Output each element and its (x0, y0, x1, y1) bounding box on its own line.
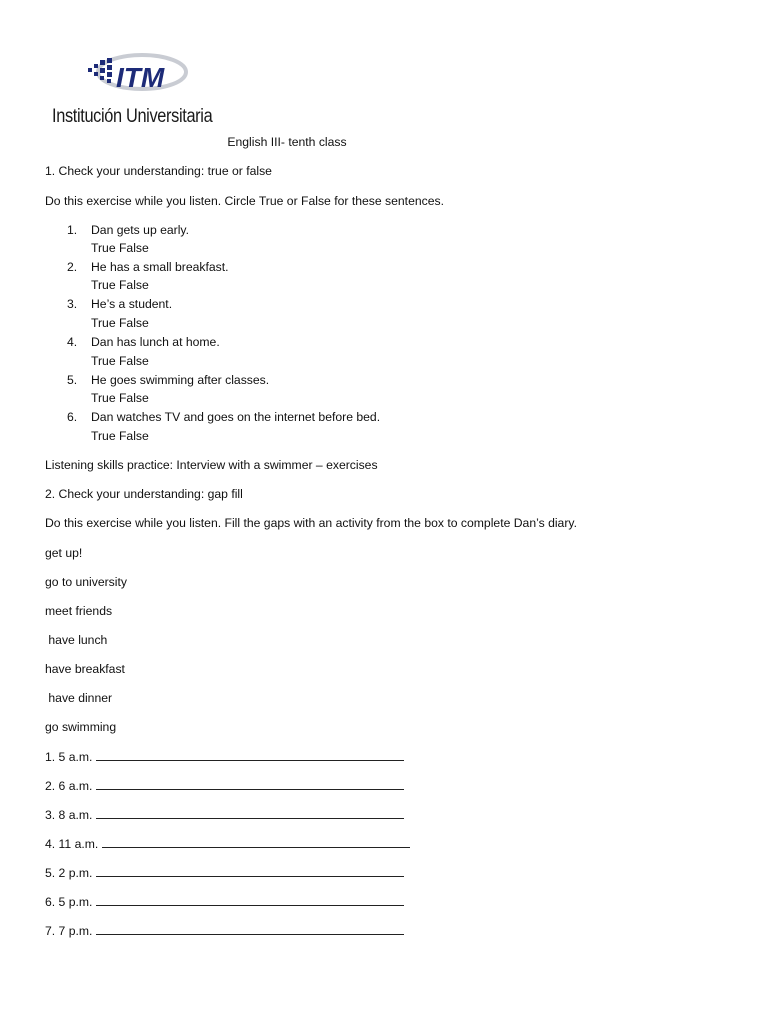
item-statement: Dan watches TV and goes on the internet before bed. (91, 410, 381, 424)
activity-item: meet friends (45, 604, 113, 618)
true-false-options: True False (91, 278, 149, 292)
activity-item: have lunch (45, 633, 108, 647)
activity-item: go to university (45, 575, 127, 589)
gap-blank-line[interactable] (96, 923, 404, 935)
logo-squares-icon (88, 58, 112, 83)
activity-item: have dinner (45, 691, 113, 705)
diary-gap-row (45, 894, 404, 910)
activity-item: have breakfast (45, 662, 125, 676)
item-number: 6. (67, 410, 78, 424)
true-false-options: True False (91, 241, 149, 255)
listening-title: Listening skills practice: Interview with a swimmer – exercises (45, 458, 378, 472)
item-statement: He goes swimming after classes. (91, 373, 270, 387)
diary-gap-row (45, 749, 404, 765)
diary-gap-row (45, 865, 404, 881)
gap-blank-line[interactable] (96, 778, 404, 790)
logo-brand: ITM (116, 62, 165, 93)
section1-heading: 1. Check your understanding: true or false (45, 164, 272, 178)
gap-label: 2. 6 a.m. (45, 779, 93, 793)
section2-instruction: Do this exercise while you listen. Fill the gaps with an activity from the box to complete Dan’s diary. (45, 516, 577, 530)
diary-gap-row (45, 807, 404, 823)
item-number: 3. (67, 297, 78, 311)
logo-subtitle: Institución Universitaria (52, 106, 213, 127)
item-number: 5. (67, 373, 78, 387)
true-false-options: True False (91, 354, 149, 368)
true-false-options: True False (91, 391, 149, 405)
activity-item: get up! (45, 546, 83, 560)
diary-gap-row (45, 923, 404, 939)
item-statement: Dan has lunch at home. (91, 335, 220, 349)
gap-blank-line[interactable] (102, 836, 410, 848)
gap-blank-line[interactable] (96, 865, 404, 877)
document-title: English III- tenth class (227, 135, 347, 149)
gap-blank-line[interactable] (96, 807, 404, 819)
item-statement: He has a small breakfast. (91, 260, 229, 274)
item-number: 1. (67, 223, 78, 237)
item-statement: He’s a student. (91, 297, 173, 311)
gap-label: 6. 5 p.m. (45, 895, 93, 909)
section2-heading: 2. Check your understanding: gap fill (45, 487, 243, 501)
gap-blank-line[interactable] (96, 749, 404, 761)
gap-label: 3. 8 a.m. (45, 808, 93, 822)
gap-label: 4. 11 a.m. (45, 837, 99, 851)
gap-label: 5. 2 p.m. (45, 866, 93, 880)
diary-gap-row (45, 778, 404, 794)
gap-blank-line[interactable] (96, 894, 404, 906)
item-statement: Dan gets up early. (91, 223, 190, 237)
true-false-options: True False (91, 429, 149, 443)
activity-item: go swimming (45, 720, 117, 734)
diary-gap-row (45, 836, 410, 852)
gap-label: 7. 7 p.m. (45, 924, 93, 938)
item-number: 2. (67, 260, 78, 274)
section1-instruction: Do this exercise while you listen. Circle True or False for these sentences. (45, 194, 444, 208)
gap-label: 1. 5 a.m. (45, 750, 93, 764)
item-number: 4. (67, 335, 78, 349)
true-false-options: True False (91, 316, 149, 330)
